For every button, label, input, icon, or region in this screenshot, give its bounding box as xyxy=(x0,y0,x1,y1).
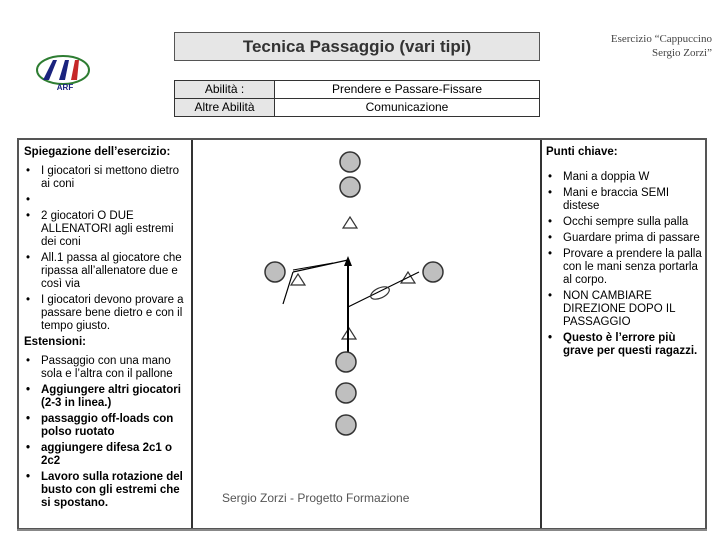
bottom-rule xyxy=(17,529,707,531)
list-item: • Occhi sempre sulla palla xyxy=(543,216,703,229)
extensions-heading: Estensioni: xyxy=(24,336,86,348)
player-icon xyxy=(336,352,356,372)
explanation-panel xyxy=(21,142,191,526)
list-item: • Guardare prima di passare xyxy=(543,232,703,245)
skills-main-value: Prendere e Passare-Fissare xyxy=(331,82,483,96)
list-item: • Aggiungere altri giocatori (2-3 in linea.) xyxy=(21,384,191,410)
footer-credit: Sergio Zorzi - Progetto Formazione xyxy=(222,491,410,505)
ball-icon xyxy=(369,284,391,302)
list-item: • NON CAMBIARE DIREZIONE DOPO IL PASSAGGIO xyxy=(543,290,703,329)
list-item: • All.1 passa al giocatore che ripassa all’allenatore due e così via xyxy=(21,252,191,291)
player-icon xyxy=(336,415,356,435)
list-item: • I giocatori devono provare a passare bene dietro e con il tempo giusto. xyxy=(21,294,191,333)
skills-main-label: Abilità : xyxy=(175,81,275,98)
player-icon xyxy=(340,152,360,172)
rugby-logo xyxy=(35,52,95,92)
list-item: • Mani a doppia W xyxy=(543,171,703,184)
key-points-heading: Punti chiave: xyxy=(546,146,618,158)
player-icon xyxy=(423,262,443,282)
player-icon xyxy=(340,177,360,197)
key-points-panel xyxy=(543,142,703,526)
player-icon xyxy=(336,383,356,403)
exercise-note xyxy=(512,32,712,60)
right-divider xyxy=(540,140,542,528)
list-item: • Provare a prendere la palla con le mani senza portarla al corpo. xyxy=(543,248,703,287)
list-item: • aggiungere difesa 2c1 o 2c2 xyxy=(21,442,191,468)
pass-line xyxy=(293,260,348,272)
svg-text:ARF: ARF xyxy=(56,83,74,92)
pass-line xyxy=(293,263,333,270)
list-item: • Mani e braccia SEMI distese xyxy=(543,187,703,213)
page-title: Tecnica Passaggio (vari tipi) xyxy=(174,32,540,61)
exercise-note-line2: Sergio Zorzi” xyxy=(652,47,712,59)
list-item: • passaggio off-loads con polso ruotato xyxy=(21,413,191,439)
skills-row-other xyxy=(175,99,539,116)
list-item xyxy=(21,194,191,207)
list-item: • 2 giocatori O DUE ALLENATORI agli estremi dei coni xyxy=(21,210,191,249)
skills-other-label: Altre Abilità xyxy=(175,99,275,116)
exercise-note-line1: Esercizio “Cappuccino xyxy=(610,33,712,45)
list-item: • Lavoro sulla rotazione del busto con gli estremi che si spostano. xyxy=(21,471,191,510)
player-icon xyxy=(265,262,285,282)
drill-diagram xyxy=(193,142,539,528)
extensions-list xyxy=(21,355,191,510)
list-item: • Passaggio con una mano sola e l’altra con il pallone xyxy=(21,355,191,381)
list-item: • Questo è l’errore più grave per questi ragazzi. xyxy=(543,332,703,358)
skills-table xyxy=(174,80,540,117)
skills-other-value: Comunicazione xyxy=(365,100,449,114)
pass-line xyxy=(348,272,419,307)
cone-icon xyxy=(291,274,305,285)
explanation-list xyxy=(21,165,191,333)
skills-row-main xyxy=(175,81,539,99)
cone-icon xyxy=(343,217,357,228)
list-item: • I giocatori si mettono dietro ai coni xyxy=(21,165,191,191)
key-points-list xyxy=(543,171,703,358)
explanation-heading: Spiegazione dell’esercizio: xyxy=(24,146,171,158)
